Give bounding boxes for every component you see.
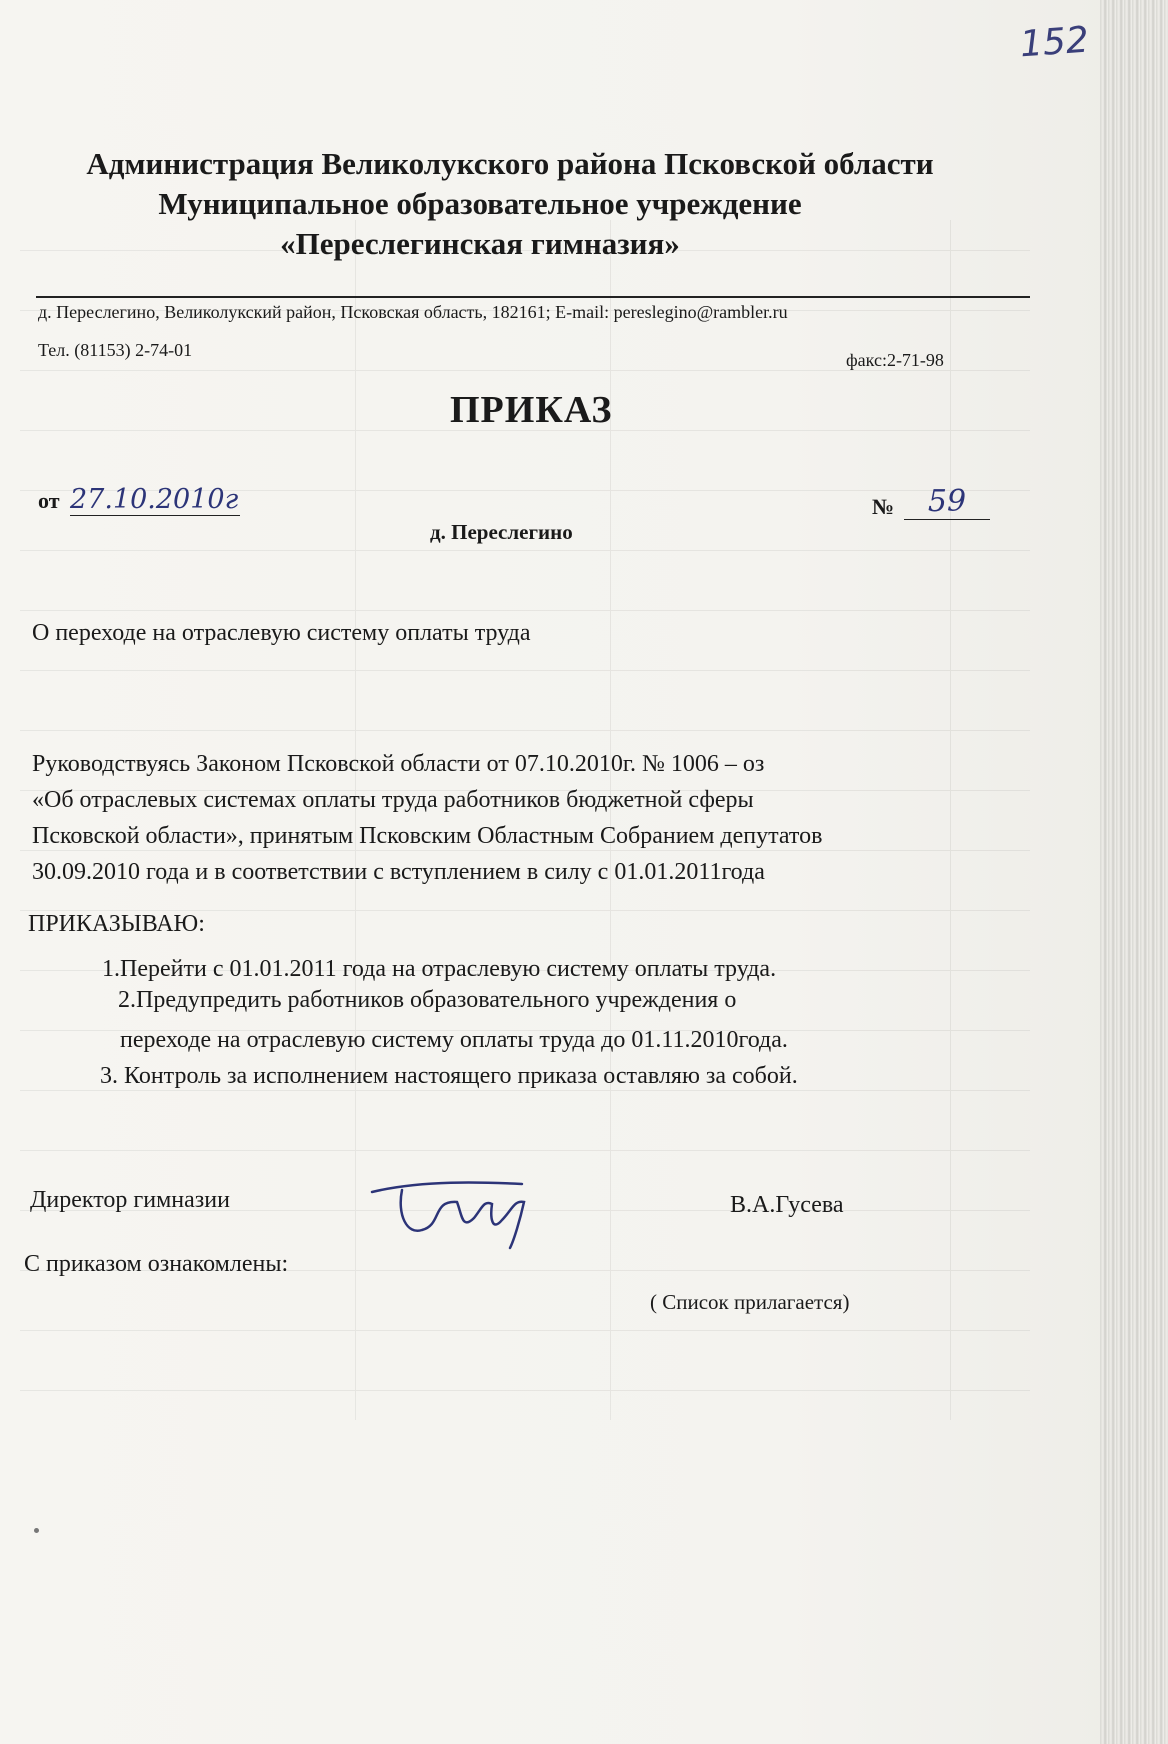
list-note: ( Список прилагается) (650, 1290, 850, 1314)
header-administration: Администрация Великолукского района Псковской области (86, 146, 934, 181)
page-edges (1100, 0, 1168, 1744)
document-title: ПРИКАЗ (450, 389, 613, 431)
preamble-line: «Об отраслевых системах оплаты труда работников бюджетной сферы (32, 787, 754, 813)
address-line: д. Переслегино, Великолукский район, Псковская область, 182161; E-mail: pereslegino@rambler.ru (38, 302, 788, 322)
signatory-name: В.А.Гусева (730, 1192, 844, 1218)
signature-position: Директор гимназии (30, 1187, 230, 1213)
fax-line: факс:2-71-98 (846, 350, 944, 370)
phone-line: Тел. (81153) 2-74-01 (38, 340, 193, 360)
preamble-line: Псковской области», принятым Псковским Областным Собранием депутатов (32, 823, 823, 849)
folio-number: 152 (1018, 19, 1091, 66)
acquainted-line: С приказом ознакомлены: (24, 1251, 289, 1277)
preamble-line: 30.09.2010 года и в соответствии с вступлением в силу с 01.01.2011года (32, 859, 765, 885)
order-word: ПРИКАЗЫВАЮ: (28, 911, 205, 937)
order-item-continuation: переходе на отраслевую систему оплаты труда до 01.11.2010года. (120, 1027, 788, 1053)
header-institution: Муниципальное образовательное учреждение (158, 186, 802, 221)
number-prefix: № (872, 494, 895, 519)
number-value: 59 (904, 484, 990, 520)
subject-line: О переходе на отраслевую систему оплаты труда (32, 620, 531, 646)
date-prefix: от (38, 488, 60, 513)
header-rule (36, 296, 1030, 298)
order-item: 3. Контроль за исполнением настоящего приказа оставляю за собой. (100, 1063, 798, 1089)
date-value: 27.10.2010г (70, 484, 239, 515)
place: д. Переслегино (430, 520, 573, 544)
order-item: 2.Предупредить работников образовательного учреждения о (118, 987, 737, 1013)
header-school-name: «Переслегинская гимназия» (280, 226, 680, 261)
order-item: 1.Перейти с 01.01.2011 года на отраслевую систему оплаты труда. (102, 956, 777, 982)
signature-scrawl (362, 1170, 552, 1250)
speck (34, 1528, 39, 1533)
preamble-line: Руководствуясь Законом Псковской области от 07.10.2010г. № 1006 – оз (32, 751, 765, 777)
